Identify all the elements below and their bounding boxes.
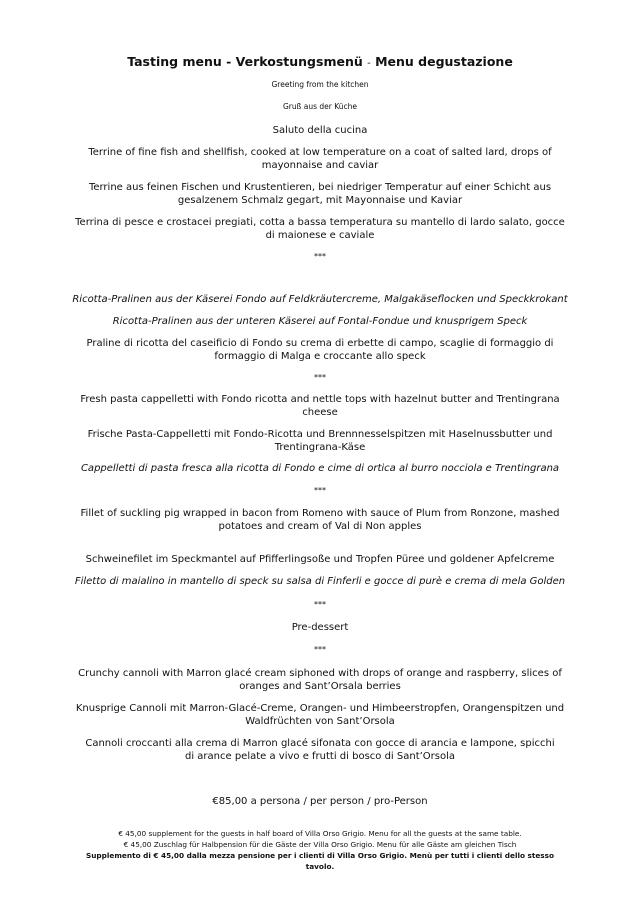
terrine-de-line-1: Terrine aus feinen Fischen und Krustentieren, bei niedriger Temperatur auf einer Schicht aus [88,182,552,193]
price: €85,00 a persona / per person / pro-Person [212,796,428,807]
page-title [0,54,640,72]
course-separator: *** [314,373,326,382]
cannoli-en-line-1: Crunchy cannoli with Marron glacé cream siphoned with drops of orange and raspberry, slices of [78,668,562,679]
greeting-de: Gruß aus der Küche [282,102,358,111]
course-separator: *** [314,645,326,654]
pork-it: Filetto di maialino in mantello di speck su salsa di Finferli e gocce di purè e crema di mela Golden [74,576,566,587]
pork-en-line-1: Fillet of suckling pig wrapped in bacon from Romeno with sauce of Plum from Ronzone, mashed [80,508,560,519]
footer-en: € 45,00 supplement for the guests in half board of Villa Orso Grigio. Menu for all the guests at the same table. [118,829,522,838]
pasta-it: Cappelletti di pasta fresca alla ricotta di Fondo e cime di ortica al burro nocciola e Trentingrana [80,463,560,474]
terrine-de-line-2: gesalzenem Schmalz gegart, mit Mayonnaise und Kaviar [177,195,463,206]
pasta-de-line-2: Trentingrana-Käse [274,442,366,453]
cannoli-en-line-2: oranges and Sant’Orsala berries [239,681,401,692]
pasta-de-line-1: Frische Pasta-Cappelletti mit Fondo-Ricotta und Brennnesselspitzen mit Haselnussbutter und [87,429,553,440]
terrine-it-line-2: di maionese e caviale [265,230,375,241]
pasta-en-line-2: cheese [302,407,338,418]
ricotta-it-line-1: Praline di ricotta del caseificio di Fondo su crema di erbette di campo, scaglie di formaggio di [86,338,554,349]
footer-it-line-1: Supplemento di € 45,00 dalla mezza pensione per i clienti di Villa Orso Grigio. Menù per tutti i clienti dello stesso [85,851,555,860]
ricotta-de-line-1: Ricotta-Pralinen aus der Käserei Fondo auf Feldkräutercreme, Malgakäseflocken und Speckkrokant [72,294,568,305]
pork-en-line-2: potatoes and cream of Val di Non apples [218,521,422,532]
terrine-en-line-1: Terrine of fine fish and shellfish, cooked at low temperature on a coat of salted lard, drops of [88,147,552,158]
terrine-en-line-2: mayonnaise and caviar [261,160,379,171]
cannoli-de-line-2: Waldfrüchten von Sant’Orsola [245,716,395,727]
footer-it-line-2: tavolo. [305,862,335,871]
predessert: Pre-dessert [291,622,349,633]
ricotta-it-line-2: formaggio di Malga e croccante allo speck [214,351,426,362]
ricotta-de-line-2: Ricotta-Pralinen aus der unteren Käserei auf Fontal-Fondue und knusprigem Speck [112,316,528,327]
title-part-1: Tasting menu - Verkostungsmenü [127,54,363,69]
pork-de: Schweinefilet im Speckmantel auf Pfifferlingsoße und Tropfen Püree und goldener Apfelcreme [85,554,555,565]
greeting-it: Saluto della cucina [272,125,368,136]
pasta-en-line-1: Fresh pasta cappelletti with Fondo ricotta and nettle tops with hazelnut butter and Trentingrana [80,394,560,405]
title-part-2: Menu degustazione [375,54,513,69]
course-separator: *** [314,600,326,609]
course-separator: *** [314,252,326,261]
title-separator: - [367,58,371,69]
course-separator: *** [314,486,326,495]
cannoli-it-line-2: di arance pelate a vivo e frutti di bosco di Sant’Orsola [184,751,456,762]
terrine-it-line-1: Terrina di pesce e crostacei pregiati, cotta a bassa temperatura su mantello di lardo salato, gocce [75,217,565,228]
footer-de: € 45,00 Zuschlag für Halbpension für die Gäste der Villa Orso Grigio. Menu für alle Gäste am gleichen Tisch [123,840,517,849]
cannoli-it-line-1: Cannoli croccanti alla crema di Marron glacé sifonata con gocce di arancia e lampone, spicchi [85,738,555,749]
cannoli-de-line-1: Knusprige Cannoli mit Marron-Glacé-Creme, Orangen- und Himbeerstropfen, Orangenspitzen und [75,703,565,714]
greeting-en: Greeting from the kitchen [271,80,369,89]
